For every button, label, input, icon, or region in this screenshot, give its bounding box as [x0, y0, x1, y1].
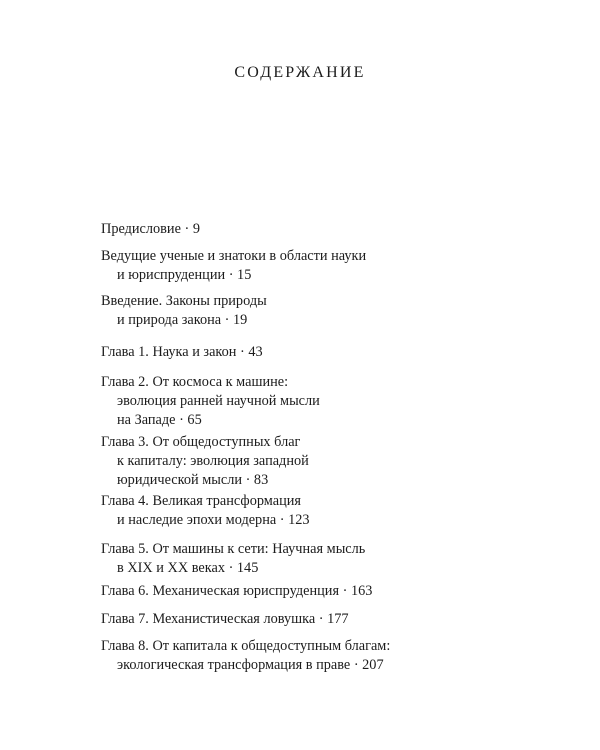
toc-line: Глава 1. Наука и закон · 43 [101, 344, 263, 360]
toc-line: Глава 8. От капитала к общедоступным благам: [101, 638, 391, 654]
toc-line: Глава 2. От космоса к машине: [101, 374, 289, 390]
toc-line: Глава 7. Механистическая ловушка · 177 [101, 611, 349, 627]
toc-entry-chapter-2 [101, 373, 320, 430]
toc-entry-chapter-1 [101, 343, 263, 362]
toc-entry-chapter-4 [101, 492, 310, 530]
toc-line: и наследие эпохи модерна · 123 [117, 512, 310, 528]
toc-entry-introduction [101, 292, 267, 330]
toc-line: Глава 5. От машины к сети: Научная мысль [101, 541, 366, 557]
toc-entry-chapter-7 [101, 610, 349, 629]
toc-line: Предисловие · 9 [101, 221, 200, 237]
toc-line: экологическая трансформация в праве · 207 [117, 657, 384, 673]
toc-line: и природа закона · 19 [117, 312, 248, 328]
toc-line: Глава 3. От общедоступных благ [101, 434, 301, 450]
toc-line: в XIX и XX веках · 145 [117, 560, 259, 576]
toc-line: Глава 4. Великая трансформация [101, 493, 301, 509]
toc-entry-chapter-3 [101, 433, 309, 490]
page-title: СОДЕРЖАНИЕ [234, 64, 366, 81]
toc-line: Введение. Законы природы [101, 293, 267, 309]
toc-entry-chapter-8 [101, 637, 390, 675]
toc-line: Глава 6. Механическая юриспруденция · 163 [101, 583, 373, 599]
toc-line: юридической мысли · 83 [117, 472, 269, 488]
toc-line: на Западе · 65 [117, 412, 202, 428]
toc-line: и юриспруденции · 15 [117, 267, 252, 283]
toc-entry-preface [101, 220, 200, 239]
toc-entry-chapter-5 [101, 540, 365, 578]
toc-line: эволюция ранней научной мысли [117, 393, 320, 409]
toc-line: Ведущие ученые и знатоки в области науки [101, 248, 367, 264]
toc-entry-chapter-6 [101, 582, 372, 601]
toc-line: к капиталу: эволюция западной [117, 453, 309, 469]
toc-entry-leading-scholars [101, 247, 366, 285]
